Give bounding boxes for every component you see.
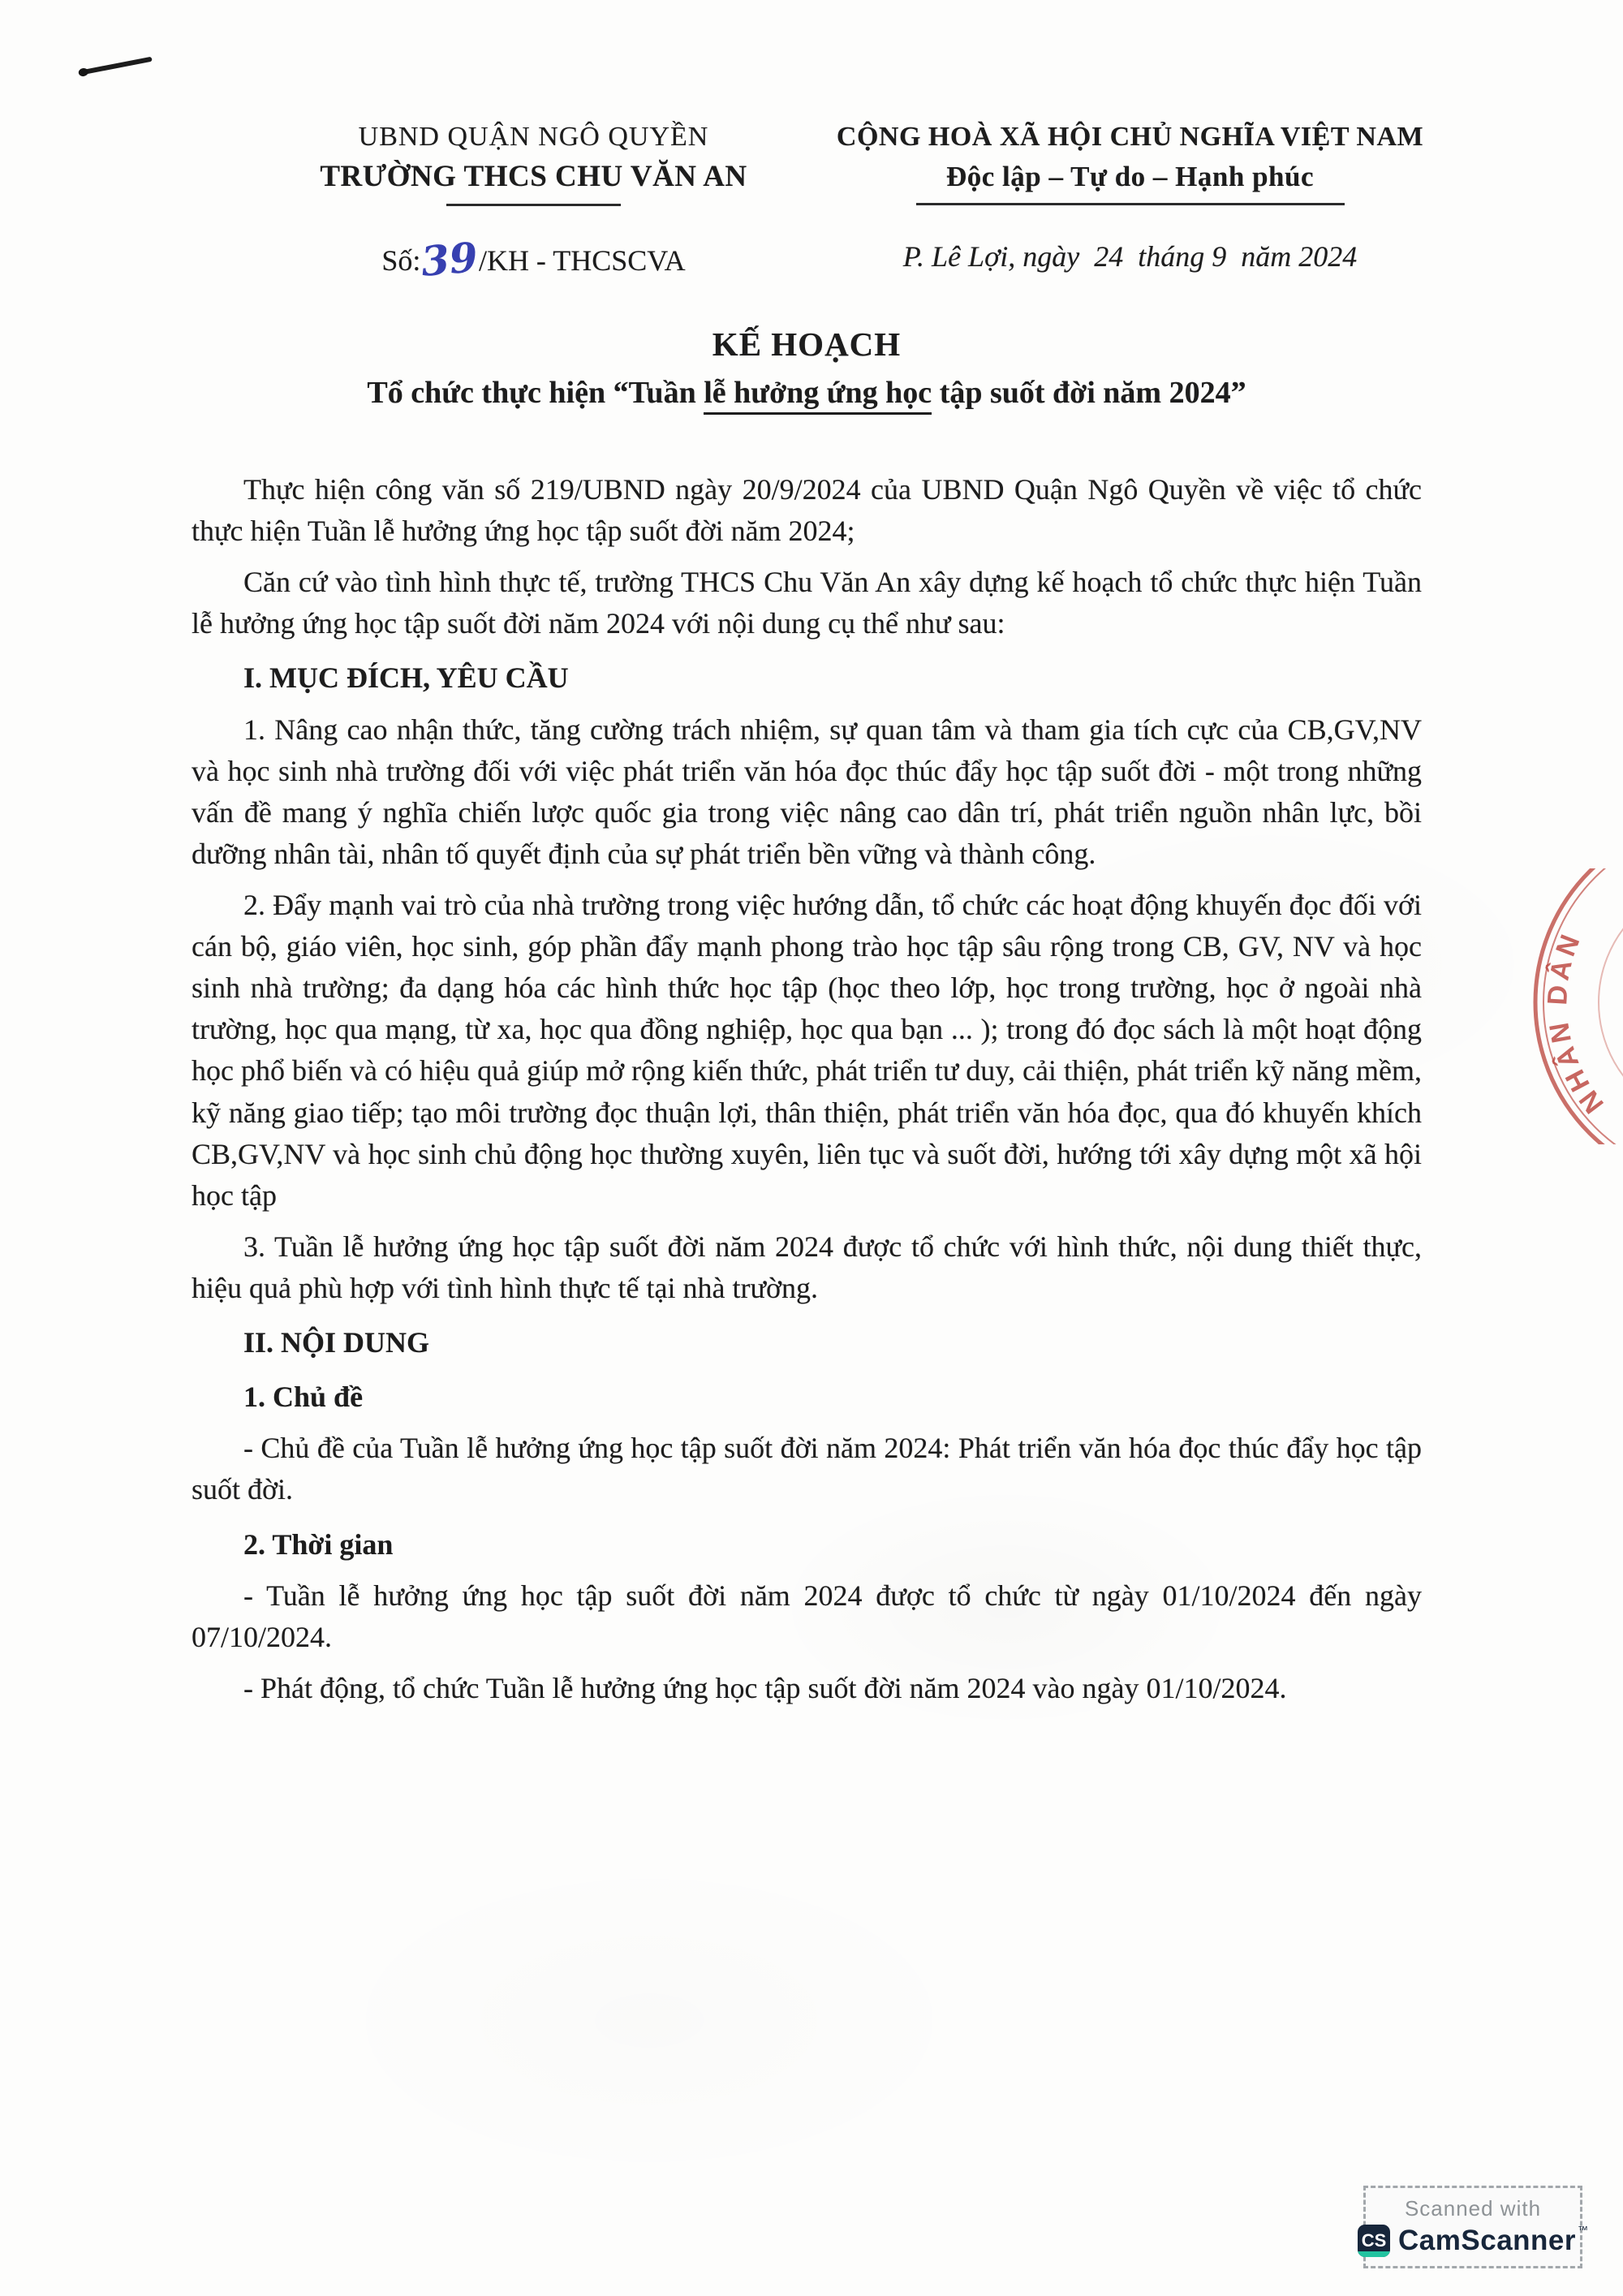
subtitle-prefix: Tổ chức thực hiện “Tuần [367,376,704,410]
watermark-scanned-with-label: Scanned with [1404,2195,1542,2221]
place-and-date: P. Lê Lợi, ngày 24 tháng 9 năm 2024 [902,240,1358,273]
paragraph: - Phát động, tổ chức Tuần lễ hưởng ứng học tập suốt đời năm 2024 vào ngày 01/10/2024. [243,1671,1287,1704]
national-header-block [799,122,1461,274]
doc-number-prefix: Số: [381,244,421,277]
pen-stroke-mark [81,57,153,75]
section-heading: 2. Thời gian [243,1527,394,1561]
national-motto: Độc lập – Tự do – Hạnh phúc [945,161,1315,192]
official-red-stamp [1461,868,1623,1144]
watermark-brand-row [1358,2225,1588,2257]
paragraph: Căn cứ vào tình hình thực tế, trường THCS Chu Văn An xây dựng kế hoạch tổ chức thực hiện Tuần lễ hưởng ứng học tập suốt đời năm 2024 với nội dung cụ thể như sau: [192,566,1422,640]
document-body [192,469,1422,1719]
section-heading: I. MỤC ĐÍCH, YÊU CẦU [243,661,569,695]
org-underline [446,204,621,206]
paragraph: 3. Tuần lễ hưởng ứng học tập suốt đời năm 2024 được tổ chức với hình thức, nội dung thiết thực, hiệu quả phù hợp với tình hình thực tế tại nhà trường. [192,1230,1422,1304]
camscanner-logo-bar [1358,2251,1390,2257]
section-heading: II. NỘI DUNG [243,1326,430,1359]
subtitle-suffix: tập suốt đời năm 2024” [932,376,1246,410]
paragraph: 1. Nâng cao nhận thức, tăng cường trách nhiệm, sự quan tâm và tham gia tích cực của CB,GV,NV và học sinh nhà trường đối với việc phát triển văn hóa đọc thúc đẩy học tập suốt đời - một trong những vấn đề mang ý nghĩa chiến lược quốc gia trong việc nâng cao dân trí, phát triển nguồn nhân lực, bồi dưỡng nhân tài, nhân tố quyết định của sự phát triển bền vững và thành công. [192,713,1422,870]
document-title: KẾ HOẠCH [712,325,902,363]
camscanner-watermark [1361,2186,1588,2268]
doc-number-suffix: /KH - THCSCVA [478,244,686,277]
title-block [192,325,1422,411]
issuing-org-block [304,122,763,286]
doc-number-handwritten: 39 [419,233,480,286]
org-name: TRƯỜNG THCS CHU VĂN AN [320,160,747,193]
paragraph: - Chủ đề của Tuần lễ hưởng ứng học tập suốt đời năm 2024: Phát triển văn hóa đọc thúc đẩy học tập suốt đời. [192,1432,1422,1506]
paragraph: 2. Đẩy mạnh vai trò của nhà trường trong việc hướng dẫn, tổ chức các hoạt động khuyến đọc đối với cán bộ, giáo viên, học sinh, góp phần đẩy mạnh phong trào học tập sâu rộng trong CB, GV, NV và học sinh nhà trường; đa dạng hóa các hình thức học tập (học theo lớp, học trong trường, học ở ngoài nhà trường, học qua mạng, từ xa, học qua đồng nghiệp, học qua bạn ... ); trong đó đọc sách là một hoạt động học phổ biến và có hiệu quả giúp mở rộng kiến thức, phát triển tư duy, cải thiện, phát triển kỹ năng mềm, kỹ năng giao tiếp; tạo môi trường đọc thuận lợi, thân thiện, phát triển văn hóa đọc, qua đó khuyến khích CB,GV,NV và học sinh chủ động học thường xuyên, liên tục và suốt đời, hướng tới xây dựng một xã hội học tập [192,888,1422,1212]
camscanner-logo-text: CS [1361,2229,1387,2251]
national-title: CỘNG HOÀ XÃ HỘI CHỦ NGHĨA VIỆT NAM [836,122,1424,152]
paragraph: - Tuần lễ hưởng ứng học tập suốt đời năm 2024 được tổ chức từ ngày 01/10/2024 đến ngày 07/10/2024. [192,1579,1422,1653]
motto-underline [916,203,1345,205]
org-parent-name: UBND QUẬN NGÔ QUYỀN [358,122,709,152]
subtitle-underlined-part: lễ hưởng ứng học [704,376,932,415]
watermark-trademark-symbol: ™ [1578,2223,1588,2236]
document-subtitle [192,375,1422,411]
camscanner-logo-icon [1358,2225,1390,2257]
paragraph: Thực hiện công văn số 219/UBND ngày 20/9/2024 của UBND Quận Ngô Quyền về việc tổ chức thực hiện Tuần lễ hưởng ứng học tập suốt đời năm 2024; [192,473,1422,548]
document-number [304,233,763,286]
section-heading: 1. Chủ đề [243,1381,364,1414]
watermark-brand-name: CamScanner [1398,2225,1576,2256]
stamp-arc-text: NHÂN DÂN [1542,927,1610,1119]
